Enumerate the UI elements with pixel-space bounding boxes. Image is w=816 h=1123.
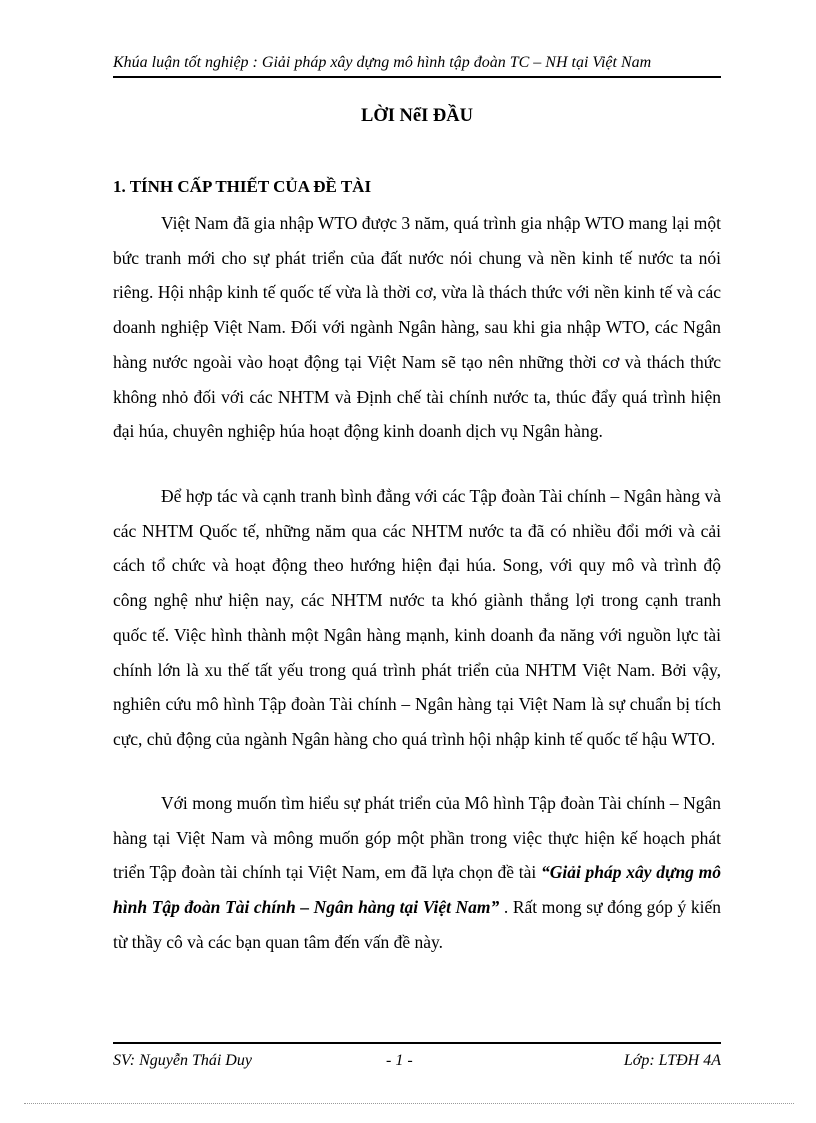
running-title: Khúa luận tốt nghiệp : Giải pháp xây dựng mô hình tập đoàn TC – NH tại Việt Nam [113, 54, 652, 71]
page-number: - 1 - [386, 1052, 413, 1069]
class-label: Lớp: LTĐH 4A [623, 1052, 721, 1069]
page-bottom-divider [24, 1103, 794, 1104]
paragraph-2: Để hợp tác và cạnh tranh bình đẳng với các Tập đoàn Tài chính – Ngân hàng và các NHTM Quốc tế, những năm qua các NHTM nước ta đã có nhiều đổi mới và cải cách tổ chức và hoạt động theo hướng hiện đại húa. Song, với quy mô và trình độ công nghệ như hiện nay, các NHTM nước ta khó giành thắng lợi trong cạnh tranh quốc tế. Việc hình thành một Ngân hàng mạnh, kinh doanh đa năng với nguồn lực tài chính lớn là xu thế tất yếu trong quá trình phát triển của NHTM Việt Nam. Bởi vậy, nghiên cứu mô hình Tập đoàn Tài chính – Ngân hàng tại Việt Nam là sự chuẩn bị tích cực, chủ động của ngành Ngân hàng cho quá trình hội nhập kinh tế quốc tế hậu WTO. [113, 486, 721, 749]
page-title: LỜI NểI ĐẦU [360, 106, 474, 126]
student-name: SV: Nguyễn Thái Duy [113, 1052, 252, 1069]
paragraph-3-text: Với mong muốn tìm hiểu sự phát triển của Mô hình Tập đoàn Tài chính – Ngân hàng tại Việt Nam và mông muốn góp một phần trong việc thực hiện kế hoạch phát triển Tập đoàn tài chính tại Việt Nam, em đã lựa chọn đề tài [113, 793, 721, 883]
section-heading: 1. TÍNH CẤP THIẾT CỦA ĐỀ TÀI [113, 177, 372, 196]
page-footer [113, 1042, 721, 1072]
thesis-title-quote: “Giải pháp xây dựng mô hình Tập đoàn Tài chính – Ngân hàng tại Việt Nam” [113, 862, 721, 918]
running-header [113, 52, 721, 78]
paragraph-3 [113, 786, 721, 960]
paragraph-1: Việt Nam đã gia nhập WTO được 3 năm, quá trình gia nhập WTO mang lại một bức tranh mới cho sự phát triển của đất nước nói chung và nền kinh tế nước ta nói riêng. Hội nhập kinh tế quốc tế vừa là thời cơ, vừa là thách thức với nền kinh tế và các doanh nghiệp Việt Nam. Đối với ngành Ngân hàng, sau khi gia nhập WTO, các Ngân hàng nước ngoài vào hoạt động tại Việt Nam sẽ tạo nên những thời cơ và thách thức không nhỏ đối với các NHTM và Định chế tài chính nước ta, thúc đẩy quá trình hiện đại húa, chuyên nghiệp húa hoạt động kinh doanh dịch vụ Ngân hàng. [113, 213, 721, 442]
paragraph-3-ending: . Rất mong sự đóng góp ý kiến từ thầy cô và các bạn quan tâm đến vấn đề này. [113, 897, 721, 952]
